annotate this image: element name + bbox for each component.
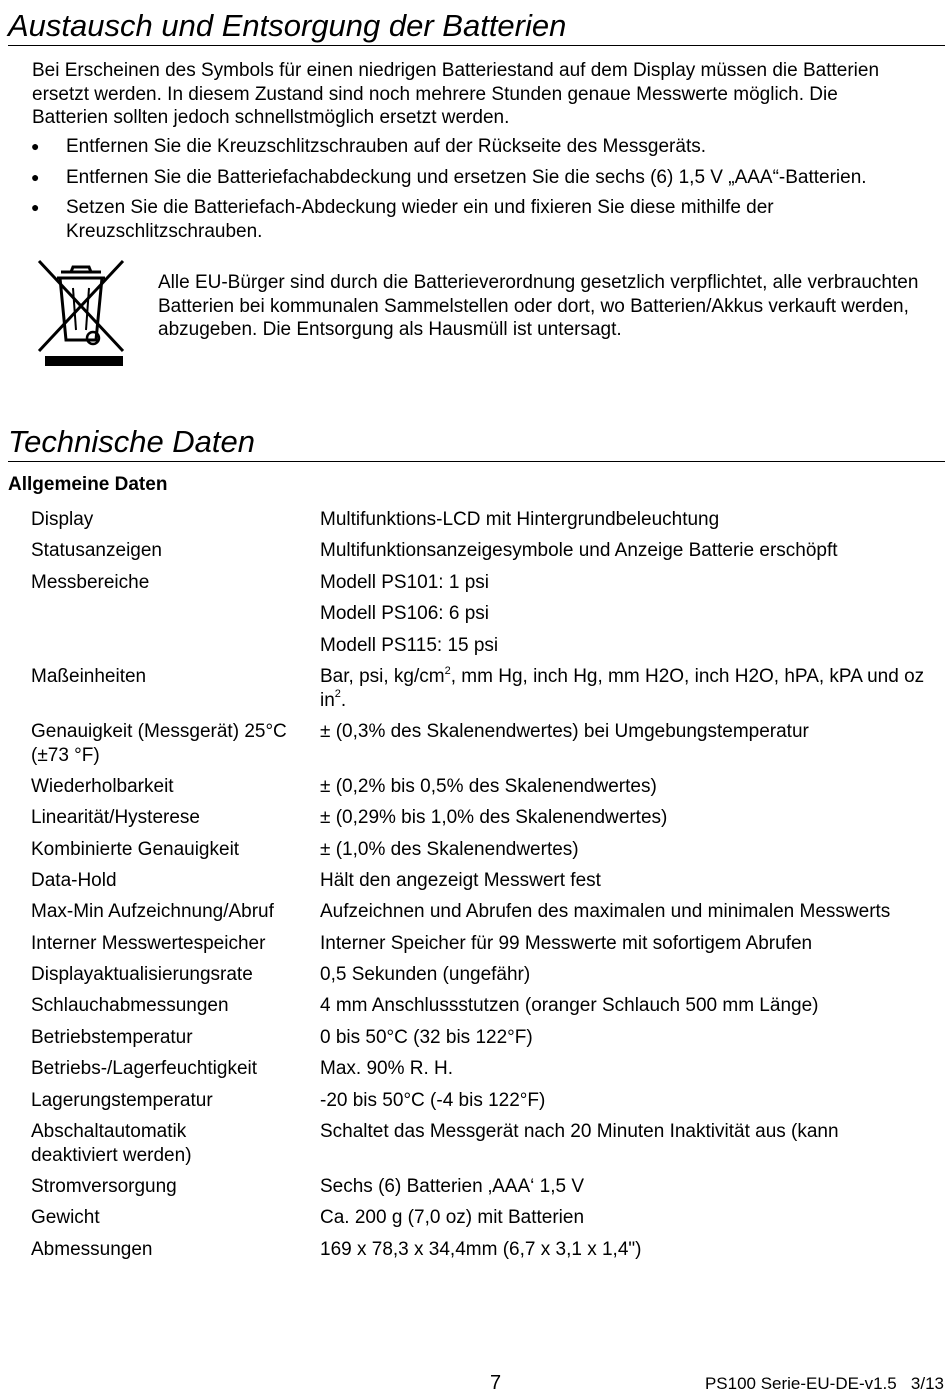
spec-value: ± (1,0% des Skalenendwertes) xyxy=(320,839,579,860)
spec-value: Ca. 200 g (7,0 oz) mit Batterien xyxy=(320,1207,585,1228)
spec-label: Lagerungstemperatur xyxy=(31,1090,213,1111)
spec-label: Kombinierte Genauigkeit xyxy=(31,839,240,860)
spec-value: -20 bis 50°C (-4 bis 122°F) xyxy=(320,1090,546,1111)
spec-value: 0 bis 50°C (32 bis 122°F) xyxy=(320,1027,533,1048)
spec-label: Messbereiche xyxy=(31,572,150,593)
spec-value: 4 mm Anschlussstutzen (oranger Schlauch 500 mm Länge) xyxy=(320,995,819,1016)
spec-value: Sechs (6) Batterien ‚AAA‘ 1,5 V xyxy=(320,1176,585,1197)
spec-label: Maßeinheiten xyxy=(31,666,147,687)
spec-label: Data-Hold xyxy=(31,870,117,891)
spec-value: Modell PS101: 1 psi xyxy=(320,572,489,593)
spec-label: Betriebs-/Lagerfeuchtigkeit xyxy=(31,1058,258,1079)
spec-value: Hält den angezeigt Messwert fest xyxy=(320,870,601,891)
spec-value: 169 x 78,3 x 34,4mm (6,7 x 3,1 x 1,4") xyxy=(320,1239,642,1260)
spec-value: Aufzeichnen und Abrufen des maximalen und minimalen Messwerts xyxy=(320,901,891,922)
battery-steps-list xyxy=(0,135,950,250)
units-text: Bar, psi, kg/cm xyxy=(320,666,445,687)
spec-label: Display xyxy=(31,509,94,530)
superscript: 2 xyxy=(334,688,341,701)
spec-label: Abschaltautomatik deaktiviert werden) xyxy=(31,1121,192,1166)
spec-label: Stromversorgung xyxy=(31,1176,177,1197)
page-number: 7 xyxy=(490,1372,502,1394)
list-item xyxy=(0,196,946,243)
subsection-title-general-data: Allgemeine Daten xyxy=(8,474,168,495)
list-item xyxy=(0,166,946,190)
crossed-out-wheelie-bin-icon xyxy=(35,258,127,366)
units-text: . xyxy=(340,689,347,711)
spec-value-units xyxy=(320,665,945,712)
spec-label: Displayaktualisierungsrate xyxy=(31,964,253,985)
spec-label: Max-Min Aufzeichnung/Abruf xyxy=(31,901,274,922)
battery-intro-paragraph: Bei Erscheinen des Symbols für einen niedrigen Batteriestand auf dem Display müssen die Batterien ersetzt werden. In diesem Zustand sind noch mehrere Stunden genaue Messwerte möglich. Die Batterien sollten jedoch schnellstmöglich ersetzt werden. xyxy=(32,60,880,128)
spec-value: Multifunktions-LCD mit Hintergrundbeleuchtung xyxy=(320,509,720,530)
units-text: , mm Hg, inch Hg, mm H2O, inch H2O, hPA, kPA und oz in xyxy=(320,666,925,711)
spec-label: Abmessungen xyxy=(31,1239,153,1260)
spec-label: Gewicht xyxy=(31,1207,100,1228)
section-title-battery: Austausch und Entsorgung der Batterien xyxy=(8,8,945,46)
spec-label: Statusanzeigen xyxy=(31,540,162,561)
spec-label: Betriebstemperatur xyxy=(31,1027,193,1048)
step-text: Entfernen Sie die Kreuzschlitzschrauben auf der Rückseite des Messgeräts. xyxy=(66,136,706,157)
spec-value: Multifunktionsanzeigesymbole und Anzeige Batterie erschöpft xyxy=(320,540,838,561)
section-title-technical-data: Technische Daten xyxy=(8,424,945,462)
spec-value: ± (0,2% bis 0,5% des Skalenendwertes) xyxy=(320,776,657,797)
spec-value: 0,5 Sekunden (ungefähr) xyxy=(320,964,531,985)
list-item xyxy=(0,135,946,159)
step-text: Entfernen Sie die Batteriefachabdeckung und ersetzen Sie die sechs (6) 1,5 V „AAA“-Batterien. xyxy=(66,166,867,188)
document-version: PS100 Serie-EU-DE-v1.5 3/13 xyxy=(704,1374,944,1393)
spec-label: Interner Messwertespeicher xyxy=(31,933,266,954)
spec-value: Schaltet das Messgerät nach 20 Minuten Inaktivität aus (kann xyxy=(320,1121,839,1142)
spec-label: Genauigkeit (Messgerät) 25°C (±73 °F) xyxy=(31,721,287,766)
spec-label: Schlauchabmessungen xyxy=(31,995,229,1016)
bullet-icon: ● xyxy=(31,168,40,185)
spec-value: Modell PS115: 15 psi xyxy=(320,635,499,656)
spec-value: ± (0,29% bis 1,0% des Skalenendwertes) xyxy=(320,807,668,828)
spec-value: Max. 90% R. H. xyxy=(320,1058,454,1079)
spec-label: Wiederholbarkeit xyxy=(31,776,174,797)
step-text: Setzen Sie die Batteriefach-Abdeckung wieder ein und fixieren Sie diese mithilfe der Kreuzschlitzschrauben. xyxy=(66,197,774,242)
spec-label: Linearität/Hysterese xyxy=(31,807,200,828)
bullet-icon: ● xyxy=(31,138,40,154)
disposal-notice: Alle EU-Bürger sind durch die Batterieverordnung gesetzlich verpflichtet, alle verbrauchten Batterien bei kommunalen Sammelstellen oder dort, wo Batterien/Akkus verkauft werden, abzugeben. Die Entsorgung als Hausmüll ist untersagt. xyxy=(158,272,919,340)
spec-value: Modell PS106: 6 psi xyxy=(320,603,489,624)
bullet-icon: ● xyxy=(31,199,40,215)
spec-value: Interner Speicher für 99 Messwerte mit sofortigem Abrufen xyxy=(320,933,813,954)
superscript: 2 xyxy=(444,664,451,677)
spec-value: ± (0,3% des Skalenendwertes) bei Umgebungstemperatur xyxy=(320,721,809,742)
